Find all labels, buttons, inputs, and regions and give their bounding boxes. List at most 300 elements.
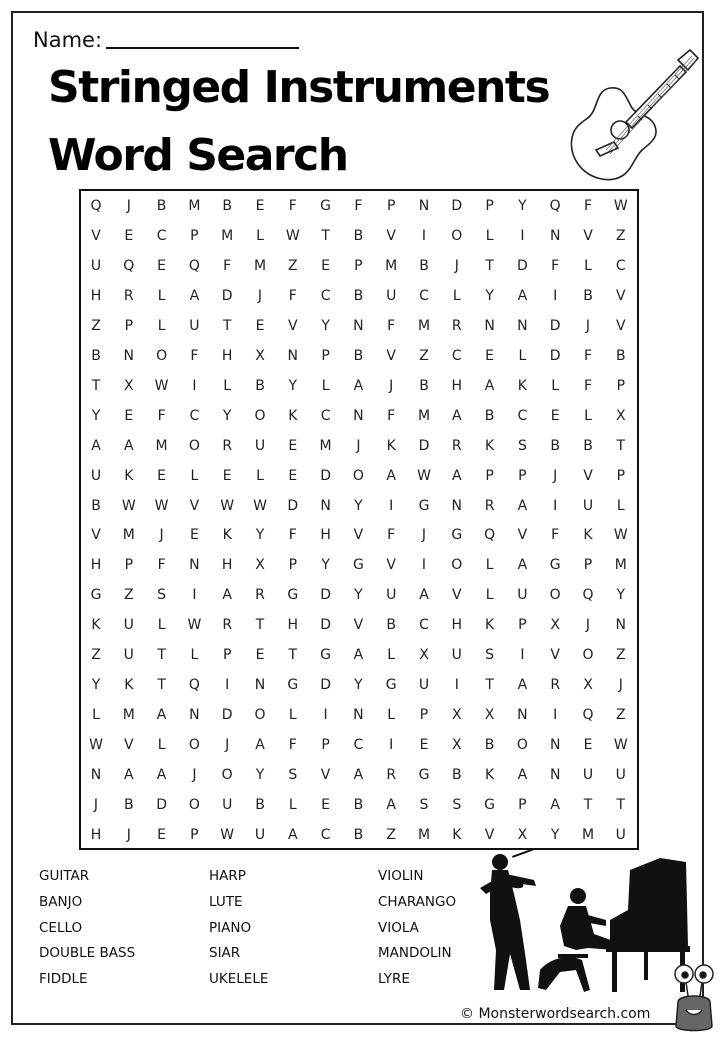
grid-letter[interactable]: L — [584, 407, 592, 424]
grid-letter[interactable]: H — [90, 557, 102, 574]
name-input-line[interactable] — [106, 46, 299, 49]
grid-letter[interactable]: B — [353, 826, 364, 843]
grid-letter[interactable]: B — [255, 377, 265, 394]
grid-letter[interactable]: H — [221, 557, 233, 574]
grid-letter[interactable]: Z — [91, 647, 101, 664]
grid-letter[interactable]: X — [124, 377, 134, 394]
grid-letter[interactable]: T — [222, 317, 232, 334]
grid-letter[interactable]: K — [485, 767, 495, 784]
grid-letter[interactable]: V — [517, 527, 528, 544]
grid-letter[interactable]: G — [287, 677, 299, 694]
grid-letter[interactable]: X — [452, 737, 462, 754]
grid-letter[interactable]: A — [452, 467, 462, 484]
grid-letter[interactable]: P — [518, 797, 527, 813]
grid-letter[interactable]: M — [253, 257, 267, 274]
grid-letter[interactable]: A — [353, 647, 364, 664]
grid-letter[interactable]: F — [551, 527, 560, 544]
grid-letter[interactable]: M — [155, 437, 168, 454]
grid-letter[interactable]: I — [553, 497, 558, 514]
grid-letter[interactable]: P — [616, 467, 626, 484]
grid-letter[interactable]: R — [386, 767, 397, 784]
grid-letter[interactable]: L — [485, 587, 494, 604]
grid-letter[interactable]: O — [582, 647, 594, 664]
grid-letter[interactable]: O — [451, 557, 463, 574]
grid-letter[interactable]: N — [287, 347, 299, 364]
grid-letter[interactable]: X — [616, 407, 626, 424]
grid-letter[interactable]: D — [221, 287, 233, 304]
grid-letter[interactable]: I — [389, 497, 394, 514]
grid-letter[interactable]: A — [156, 767, 167, 784]
grid-letter[interactable]: R — [550, 677, 561, 694]
grid-letter[interactable]: S — [452, 797, 462, 813]
grid-letter[interactable]: Y — [91, 677, 101, 694]
grid-letter[interactable]: Z — [386, 826, 396, 843]
grid-letter[interactable]: N — [123, 347, 135, 364]
grid-letter[interactable]: V — [320, 767, 331, 784]
grid-letter[interactable]: T — [616, 437, 626, 454]
grid-letter[interactable]: Q — [188, 677, 200, 694]
grid-letter[interactable]: I — [421, 227, 427, 244]
grid-letter[interactable]: N — [353, 707, 364, 724]
grid-letter[interactable]: E — [485, 347, 495, 364]
grid-letter[interactable]: J — [454, 257, 459, 274]
grid-letter[interactable]: D — [549, 347, 561, 364]
grid-letter[interactable]: M — [385, 257, 398, 274]
grid-letter[interactable]: A — [124, 437, 134, 454]
grid-letter[interactable]: I — [225, 677, 230, 694]
grid-letter[interactable]: P — [354, 257, 363, 274]
grid-letter[interactable]: D — [517, 257, 528, 274]
grid-letter[interactable]: X — [484, 707, 495, 724]
grid-letter[interactable]: O — [188, 797, 200, 813]
grid-letter[interactable]: B — [353, 347, 364, 364]
grid-letter[interactable]: M — [188, 198, 201, 214]
grid-letter[interactable]: V — [484, 826, 495, 843]
grid-letter[interactable]: C — [353, 737, 364, 754]
grid-letter[interactable]: P — [386, 198, 396, 214]
grid-letter[interactable]: Z — [616, 707, 626, 724]
grid-letter[interactable]: W — [613, 527, 628, 544]
grid-letter[interactable]: K — [124, 677, 134, 694]
grid-letter[interactable]: F — [387, 407, 396, 424]
grid-letter[interactable]: U — [451, 647, 462, 664]
grid-letter[interactable]: V — [353, 617, 364, 634]
grid-letter[interactable]: V — [386, 347, 396, 364]
grid-letter[interactable]: B — [156, 198, 167, 214]
grid-letter[interactable]: E — [321, 257, 331, 274]
grid-letter[interactable]: B — [419, 377, 429, 394]
grid-letter[interactable]: R — [222, 617, 233, 634]
grid-letter[interactable]: X — [583, 677, 593, 694]
grid-letter[interactable]: L — [157, 287, 166, 304]
grid-letter[interactable]: D — [320, 467, 331, 484]
grid-letter[interactable]: F — [583, 198, 593, 214]
grid-letter[interactable]: J — [225, 737, 230, 754]
grid-letter[interactable]: C — [320, 407, 331, 424]
grid-letter[interactable]: U — [254, 826, 266, 843]
grid-letter[interactable]: D — [156, 797, 167, 813]
grid-letter[interactable]: B — [484, 407, 495, 424]
grid-letter[interactable]: B — [615, 347, 626, 364]
grid-letter[interactable]: V — [386, 227, 396, 244]
grid-letter[interactable]: K — [583, 527, 593, 544]
grid-letter[interactable]: Y — [354, 587, 363, 604]
grid-letter[interactable]: N — [320, 497, 331, 514]
grid-letter[interactable]: G — [287, 587, 299, 604]
grid-letter[interactable]: A — [419, 587, 429, 604]
grid-letter[interactable]: W — [187, 617, 202, 634]
grid-letter[interactable]: D — [418, 437, 430, 454]
grid-letter[interactable]: L — [288, 707, 297, 724]
grid-letter[interactable]: S — [288, 767, 298, 784]
grid-letter[interactable]: P — [583, 557, 593, 574]
grid-letter[interactable]: W — [417, 467, 431, 484]
grid-letter[interactable]: G — [484, 797, 496, 813]
grid-letter[interactable]: H — [90, 826, 102, 843]
grid-letter[interactable]: D — [451, 198, 463, 214]
grid-letter[interactable]: L — [157, 617, 166, 634]
grid-letter[interactable]: Z — [419, 347, 429, 364]
grid-letter[interactable]: D — [320, 677, 331, 694]
grid-letter[interactable]: Y — [255, 527, 265, 544]
grid-letter[interactable]: K — [222, 527, 232, 544]
grid-letter[interactable]: U — [189, 317, 200, 334]
grid-letter[interactable]: Y — [255, 767, 265, 784]
grid-letter[interactable]: E — [321, 797, 331, 813]
grid-letter[interactable]: L — [92, 707, 100, 724]
grid-letter[interactable]: T — [321, 227, 330, 244]
grid-letter[interactable]: L — [387, 707, 396, 724]
grid-letter[interactable]: T — [616, 797, 626, 813]
grid-letter[interactable]: A — [517, 287, 528, 304]
grid-letter[interactable]: T — [255, 617, 265, 634]
grid-letter[interactable]: Q — [123, 257, 135, 274]
grid-letter[interactable]: J — [126, 198, 131, 214]
grid-letter[interactable]: W — [121, 497, 136, 514]
grid-letter[interactable]: D — [320, 617, 331, 634]
grid-letter[interactable]: F — [157, 557, 166, 574]
grid-letter[interactable]: L — [223, 377, 232, 394]
grid-letter[interactable]: O — [188, 437, 200, 454]
grid-letter[interactable]: X — [255, 557, 265, 574]
grid-letter[interactable]: O — [254, 407, 266, 424]
grid-letter[interactable]: L — [256, 227, 264, 244]
grid-letter[interactable]: V — [353, 527, 364, 544]
grid-letter[interactable]: P — [485, 198, 494, 214]
grid-letter[interactable]: N — [549, 227, 561, 244]
grid-letter[interactable]: L — [321, 377, 330, 394]
grid-letter[interactable]: A — [124, 767, 134, 784]
grid-letter[interactable]: C — [320, 287, 331, 304]
grid-letter[interactable]: Q — [90, 198, 102, 214]
grid-letter[interactable]: H — [451, 617, 463, 634]
grid-letter[interactable]: M — [319, 437, 332, 454]
grid-letter[interactable]: A — [386, 797, 396, 813]
grid-letter[interactable]: L — [157, 737, 166, 754]
grid-letter[interactable]: V — [288, 317, 298, 334]
grid-letter[interactable]: J — [356, 437, 361, 454]
grid-letter[interactable]: A — [189, 287, 200, 304]
grid-letter[interactable]: J — [585, 317, 591, 334]
grid-letter[interactable]: A — [386, 467, 396, 484]
grid-letter[interactable]: H — [221, 347, 233, 364]
grid-letter[interactable]: F — [288, 198, 297, 214]
grid-letter[interactable]: S — [419, 797, 429, 813]
grid-letter[interactable]: V — [583, 467, 593, 484]
grid-letter[interactable]: L — [518, 347, 527, 364]
grid-letter[interactable]: U — [517, 587, 528, 604]
grid-letter[interactable]: J — [159, 527, 164, 544]
grid-letter[interactable]: B — [91, 497, 101, 514]
grid-letter[interactable]: L — [157, 317, 166, 334]
grid-letter[interactable]: Z — [616, 647, 626, 664]
grid-letter[interactable]: Z — [124, 587, 134, 604]
grid-letter[interactable]: J — [126, 826, 131, 843]
grid-letter[interactable]: Y — [321, 317, 330, 334]
grid-letter[interactable]: U — [582, 497, 594, 514]
grid-letter[interactable]: Y — [91, 407, 101, 424]
grid-letter[interactable]: B — [353, 287, 364, 304]
grid-letter[interactable]: U — [90, 467, 102, 484]
grid-letter[interactable]: U — [615, 826, 626, 843]
grid-letter[interactable]: M — [122, 527, 135, 544]
grid-letter[interactable]: S — [517, 437, 527, 454]
grid-letter[interactable]: O — [549, 587, 561, 604]
grid-letter[interactable]: T — [288, 647, 298, 664]
grid-letter[interactable]: M — [221, 227, 234, 244]
grid-letter[interactable]: G — [549, 557, 561, 574]
grid-letter[interactable]: Z — [288, 257, 298, 274]
grid-letter[interactable]: G — [385, 677, 397, 694]
grid-letter[interactable]: E — [550, 407, 560, 424]
grid-letter[interactable]: F — [157, 407, 166, 424]
grid-letter[interactable]: B — [255, 797, 265, 813]
grid-letter[interactable]: K — [517, 377, 527, 394]
grid-letter[interactable]: B — [419, 257, 429, 274]
grid-letter[interactable]: K — [485, 617, 495, 634]
grid-letter[interactable]: W — [613, 737, 628, 754]
grid-letter[interactable]: U — [222, 797, 233, 813]
grid-letter[interactable]: F — [288, 737, 297, 754]
grid-letter[interactable]: U — [123, 617, 134, 634]
grid-letter[interactable]: W — [253, 497, 267, 514]
grid-letter[interactable]: Y — [354, 497, 363, 514]
grid-letter[interactable]: A — [517, 767, 528, 784]
grid-letter[interactable]: F — [583, 347, 593, 364]
grid-letter[interactable]: E — [419, 737, 429, 754]
grid-letter[interactable]: M — [581, 826, 595, 843]
grid-letter[interactable]: H — [287, 617, 299, 634]
grid-letter[interactable]: T — [485, 677, 494, 694]
grid-letter[interactable]: N — [90, 767, 102, 784]
grid-letter[interactable]: K — [485, 437, 495, 454]
grid-letter[interactable]: W — [220, 497, 235, 514]
grid-letter[interactable]: F — [387, 527, 396, 544]
grid-letter[interactable]: I — [520, 647, 525, 664]
grid-letter[interactable]: S — [157, 587, 167, 604]
grid-letter[interactable]: W — [613, 198, 628, 214]
grid-letter[interactable]: T — [91, 377, 101, 394]
grid-letter[interactable]: Q — [484, 527, 496, 544]
grid-letter[interactable]: E — [157, 467, 167, 484]
grid-letter[interactable]: V — [91, 227, 101, 244]
grid-letter[interactable]: E — [157, 826, 167, 843]
grid-letter[interactable]: J — [421, 527, 427, 544]
grid-letter[interactable]: Q — [549, 198, 561, 214]
grid-letter[interactable]: C — [419, 617, 429, 634]
grid-letter[interactable]: S — [485, 647, 495, 664]
grid-letter[interactable]: X — [452, 707, 462, 724]
grid-letter[interactable]: R — [255, 587, 265, 604]
grid-letter[interactable]: C — [451, 347, 462, 364]
grid-letter[interactable]: W — [220, 826, 235, 843]
grid-letter[interactable]: G — [352, 557, 364, 574]
grid-letter[interactable]: E — [189, 527, 199, 544]
grid-letter[interactable]: X — [419, 647, 429, 664]
grid-letter[interactable]: J — [585, 617, 591, 634]
grid-letter[interactable]: O — [352, 467, 364, 484]
grid-letter[interactable]: Y — [485, 287, 494, 304]
grid-letter[interactable]: F — [551, 257, 560, 274]
grid-letter[interactable]: L — [190, 647, 199, 664]
grid-letter[interactable]: B — [353, 797, 364, 813]
grid-letter[interactable]: D — [320, 587, 331, 604]
grid-letter[interactable]: C — [320, 826, 331, 843]
grid-letter[interactable]: N — [189, 557, 200, 574]
grid-letter[interactable]: Z — [91, 317, 101, 334]
grid-letter[interactable]: K — [386, 437, 396, 454]
grid-letter[interactable]: L — [551, 377, 560, 394]
grid-letter[interactable]: B — [583, 287, 593, 304]
grid-letter[interactable]: N — [418, 198, 430, 214]
grid-letter[interactable]: A — [222, 587, 232, 604]
grid-letter[interactable]: L — [452, 287, 461, 304]
grid-letter[interactable]: J — [192, 767, 197, 784]
grid-letter[interactable]: R — [123, 287, 134, 304]
grid-letter[interactable]: E — [288, 467, 298, 484]
grid-letter[interactable]: A — [91, 437, 101, 454]
grid-letter[interactable]: I — [520, 227, 525, 244]
grid-letter[interactable]: N — [451, 497, 463, 514]
grid-letter[interactable]: G — [418, 497, 430, 514]
grid-letter[interactable]: G — [90, 587, 102, 604]
grid-letter[interactable]: B — [484, 737, 495, 754]
grid-letter[interactable]: J — [257, 287, 263, 304]
grid-letter[interactable]: M — [417, 317, 431, 334]
grid-letter[interactable]: Q — [188, 257, 200, 274]
grid-letter[interactable]: N — [254, 677, 266, 694]
grid-letter[interactable]: Z — [616, 227, 626, 244]
grid-letter[interactable]: I — [192, 377, 197, 394]
grid-letter[interactable]: T — [157, 677, 166, 694]
grid-letter[interactable]: N — [189, 707, 200, 724]
grid-letter[interactable]: A — [517, 557, 528, 574]
grid-letter[interactable]: V — [616, 287, 626, 304]
grid-letter[interactable]: J — [618, 677, 623, 694]
grid-letter[interactable]: E — [255, 198, 265, 214]
grid-letter[interactable]: Y — [222, 407, 232, 424]
grid-letter[interactable]: T — [583, 797, 593, 813]
grid-letter[interactable]: P — [124, 557, 134, 574]
grid-letter[interactable]: K — [91, 617, 101, 634]
grid-letter[interactable]: A — [288, 826, 298, 843]
grid-letter[interactable]: A — [484, 377, 495, 394]
grid-letter[interactable]: D — [549, 317, 561, 334]
grid-letter[interactable]: U — [418, 677, 430, 694]
grid-letter[interactable]: J — [389, 377, 394, 394]
grid-letter[interactable]: E — [255, 647, 265, 664]
grid-letter[interactable]: N — [615, 617, 627, 634]
grid-letter[interactable]: F — [387, 317, 396, 334]
grid-letter[interactable]: F — [223, 257, 232, 274]
grid-letter[interactable]: R — [222, 437, 233, 454]
grid-letter[interactable]: B — [123, 797, 134, 813]
grid-letter[interactable]: P — [321, 737, 330, 754]
grid-letter[interactable]: I — [323, 707, 328, 724]
grid-letter[interactable]: O — [221, 767, 233, 784]
grid-letter[interactable]: G — [451, 527, 463, 544]
grid-letter[interactable]: L — [584, 257, 592, 274]
grid-letter[interactable]: P — [190, 826, 199, 843]
grid-letter[interactable]: N — [549, 737, 561, 754]
grid-letter[interactable]: I — [389, 737, 394, 754]
grid-letter[interactable]: B — [222, 198, 232, 214]
grid-letter[interactable]: L — [387, 647, 396, 664]
grid-letter[interactable]: W — [154, 377, 169, 394]
grid-letter[interactable]: A — [550, 797, 560, 813]
grid-letter[interactable]: W — [154, 497, 169, 514]
grid-letter[interactable]: O — [188, 737, 200, 754]
grid-letter[interactable]: R — [484, 497, 495, 514]
grid-letter[interactable]: A — [255, 737, 265, 754]
grid-letter[interactable]: O — [156, 347, 168, 364]
grid-letter[interactable]: W — [285, 227, 300, 244]
grid-letter[interactable]: N — [484, 317, 495, 334]
grid-letter[interactable]: C — [156, 227, 167, 244]
grid-letter[interactable]: T — [157, 647, 166, 664]
grid-letter[interactable]: J — [93, 797, 99, 813]
grid-letter[interactable]: T — [485, 257, 494, 274]
grid-letter[interactable]: Q — [582, 707, 594, 724]
grid-letter[interactable]: P — [485, 467, 494, 484]
grid-letter[interactable]: I — [421, 557, 427, 574]
grid-letter[interactable]: Y — [288, 377, 298, 394]
grid-letter[interactable]: L — [256, 467, 264, 484]
grid-letter[interactable]: A — [452, 407, 462, 424]
grid-letter[interactable]: E — [288, 437, 298, 454]
grid-letter[interactable]: U — [254, 437, 266, 454]
grid-letter[interactable]: E — [157, 257, 167, 274]
grid-letter[interactable]: H — [320, 527, 331, 544]
grid-letter[interactable]: U — [386, 287, 397, 304]
grid-letter[interactable]: I — [553, 707, 558, 724]
grid-letter[interactable]: H — [90, 287, 102, 304]
grid-letter[interactable]: P — [321, 347, 330, 364]
grid-letter[interactable]: N — [353, 317, 364, 334]
grid-letter[interactable]: C — [419, 287, 429, 304]
grid-letter[interactable]: E — [255, 317, 265, 334]
grid-letter[interactable]: R — [451, 317, 462, 334]
grid-letter[interactable]: P — [288, 557, 298, 574]
grid-letter[interactable]: Y — [321, 557, 330, 574]
grid-letter[interactable]: U — [386, 587, 397, 604]
grid-letter[interactable]: J — [553, 467, 558, 484]
grid-letter[interactable]: E — [124, 227, 134, 244]
grid-letter[interactable]: U — [90, 257, 102, 274]
grid-letter[interactable]: I — [192, 587, 197, 604]
grid-letter[interactable]: L — [485, 227, 494, 244]
grid-letter[interactable]: L — [616, 497, 625, 514]
